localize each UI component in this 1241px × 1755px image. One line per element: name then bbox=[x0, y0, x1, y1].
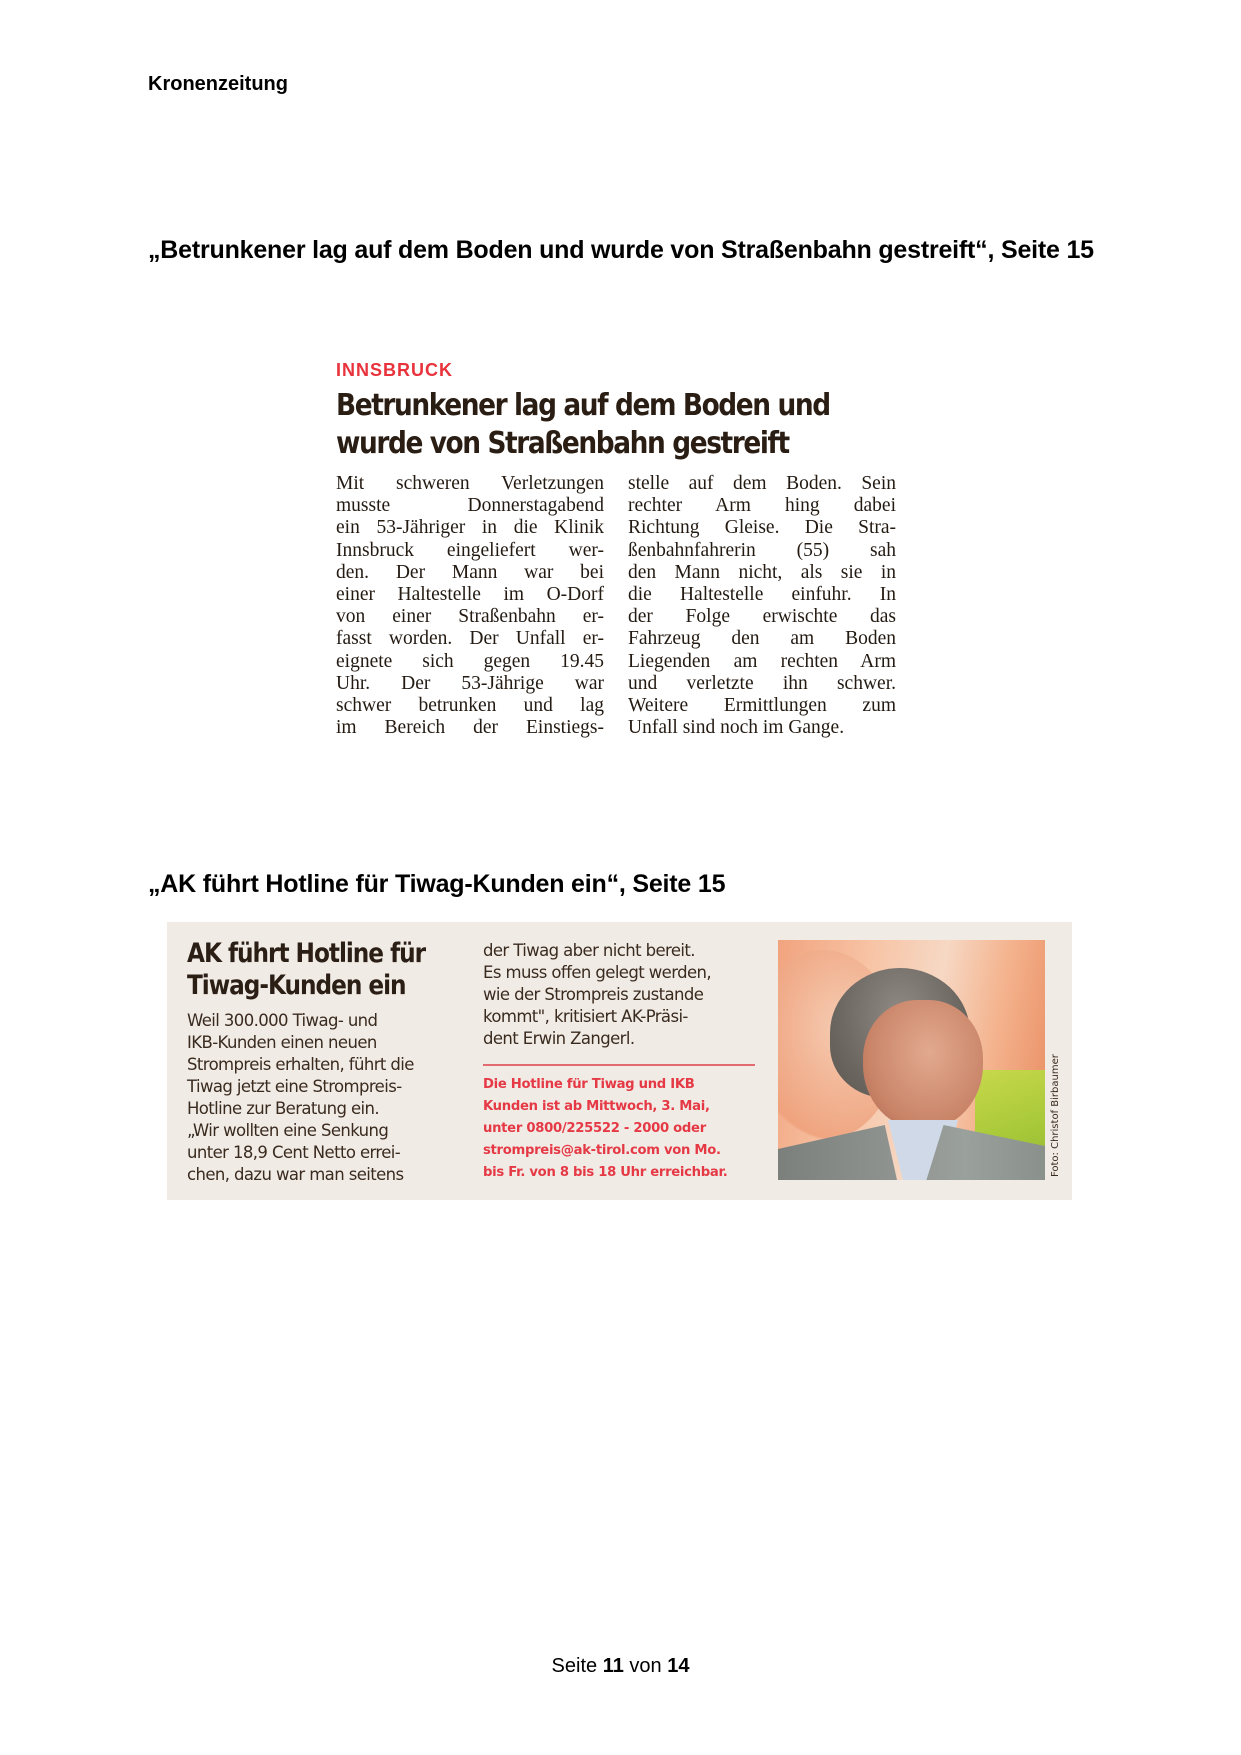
text-line: der Tiwag aber nicht bereit. bbox=[483, 941, 695, 960]
current-page-number: 11 bbox=[602, 1655, 624, 1677]
text-line: den. Der Mann war bei bbox=[336, 561, 604, 583]
page-footer bbox=[0, 1655, 1241, 1678]
article-2-body-left bbox=[187, 1010, 477, 1186]
article-2-left-column bbox=[187, 938, 477, 1186]
article-1-column-2 bbox=[628, 473, 896, 739]
text-line: den Mann nicht, als sie in bbox=[628, 561, 896, 583]
text-line: Uhr. Der 53-Jährige war bbox=[336, 672, 604, 694]
divider-rule bbox=[483, 1064, 755, 1066]
text-line: unter 18,9 Cent Netto errei- bbox=[187, 1143, 401, 1162]
article-2-middle-column bbox=[483, 940, 753, 1184]
headline-line: AK führt Hotline für bbox=[187, 938, 426, 969]
text-line: Mit schweren Verletzungen bbox=[336, 473, 604, 494]
hotline-info-box bbox=[483, 1074, 753, 1184]
text-line: dent Erwin Zangerl. bbox=[483, 1029, 635, 1048]
text-line: stelle auf dem Boden. Sein bbox=[628, 473, 896, 494]
headline-line: wurde von Straßenbahn gestreift bbox=[336, 426, 789, 461]
headline-line: Tiwag-Kunden ein bbox=[187, 970, 406, 1001]
text-line: Kunden ist ab Mittwoch, 3. Mai, bbox=[483, 1099, 710, 1114]
article-2-section-title: „AK führt Hotline für Tiwag-Kunden ein“, Seite 15 bbox=[148, 870, 726, 898]
text-line: Richtung Gleise. Die Stra- bbox=[628, 517, 896, 539]
article-1-body bbox=[336, 473, 901, 739]
article-1-kicker: INNSBRUCK bbox=[336, 360, 453, 380]
text-line: unter 0800/225522 - 2000 oder bbox=[483, 1121, 706, 1136]
text-line: die Haltestelle einfuhr. In bbox=[628, 584, 896, 606]
text-line: ein 53-Jähriger in die Klinik bbox=[336, 517, 604, 539]
text-line: strompreis@ak-tirol.com von Mo. bbox=[483, 1143, 721, 1158]
text-line: kommt", kritisiert AK-Präsi- bbox=[483, 1007, 688, 1026]
publication-name: Kronenzeitung bbox=[148, 73, 288, 95]
footer-separator: von bbox=[629, 1655, 662, 1677]
article-2-body-middle bbox=[483, 940, 753, 1050]
headline-line: Betrunkener lag auf dem Boden und bbox=[336, 388, 830, 423]
article-2-headline bbox=[187, 938, 436, 1002]
article-1-column-1 bbox=[336, 473, 604, 739]
text-line: im Bereich der Einstiegs- bbox=[336, 717, 604, 739]
text-line: wie der Strompreis zustande bbox=[483, 985, 704, 1004]
total-pages: 14 bbox=[667, 1655, 690, 1677]
text-line: Strompreis erhalten, führt die bbox=[187, 1055, 414, 1074]
text-line: „Wir wollten eine Senkung bbox=[187, 1121, 389, 1140]
text-line: fasst worden. Der Unfall er- bbox=[336, 628, 604, 650]
text-line: bis Fr. von 8 bis 18 Uhr erreichbar. bbox=[483, 1165, 728, 1180]
text-line: Weil 300.000 Tiwag- und bbox=[187, 1011, 378, 1030]
text-line: schwer betrunken und lag bbox=[336, 695, 604, 717]
text-line: Innsbruck eingeliefert wer- bbox=[336, 539, 604, 561]
article-1-section-title: „Betrunkener lag auf dem Boden und wurde von Straßenbahn gestreift“, Seite 15 bbox=[148, 236, 1094, 264]
text-line: der Folge erwischte das bbox=[628, 606, 896, 628]
article-1-headline bbox=[336, 387, 833, 463]
portrait-photo bbox=[778, 940, 1045, 1180]
text-line: IKB-Kunden einen neuen bbox=[187, 1033, 377, 1052]
text-line: Die Hotline für Tiwag und IKB bbox=[483, 1077, 695, 1092]
text-line: Liegenden am rechten Arm bbox=[628, 650, 896, 672]
text-line: rechter Arm hing dabei bbox=[628, 495, 896, 517]
article-1-clipping bbox=[336, 360, 901, 739]
text-line: Unfall sind noch im Gange. bbox=[628, 717, 845, 739]
text-line: eignete sich gegen 19.45 bbox=[336, 650, 604, 672]
text-line: Weitere Ermittlungen zum bbox=[628, 695, 896, 717]
text-line: Fahrzeug den am Boden bbox=[628, 628, 896, 650]
text-line: von einer Straßenbahn er- bbox=[336, 606, 604, 628]
text-line: einer Haltestelle im O-Dorf bbox=[336, 584, 604, 606]
footer-prefix: Seite bbox=[551, 1655, 598, 1677]
text-line: musste Donnerstagabend bbox=[336, 495, 604, 517]
text-line: Es muss offen gelegt werden, bbox=[483, 963, 712, 982]
text-line: ßenbahnfahrerin (55) sah bbox=[628, 539, 896, 561]
text-line: Hotline zur Beratung ein. bbox=[187, 1099, 380, 1118]
photo-credit: Foto: Christof Birbaumer bbox=[1050, 1054, 1061, 1177]
text-line: und verletzte ihn schwer. bbox=[628, 672, 896, 694]
photo-face bbox=[863, 1000, 983, 1130]
text-line: Tiwag jetzt eine Strompreis- bbox=[187, 1077, 402, 1096]
text-line: chen, dazu war man seitens bbox=[187, 1165, 404, 1184]
article-2-clipping bbox=[167, 922, 1072, 1200]
